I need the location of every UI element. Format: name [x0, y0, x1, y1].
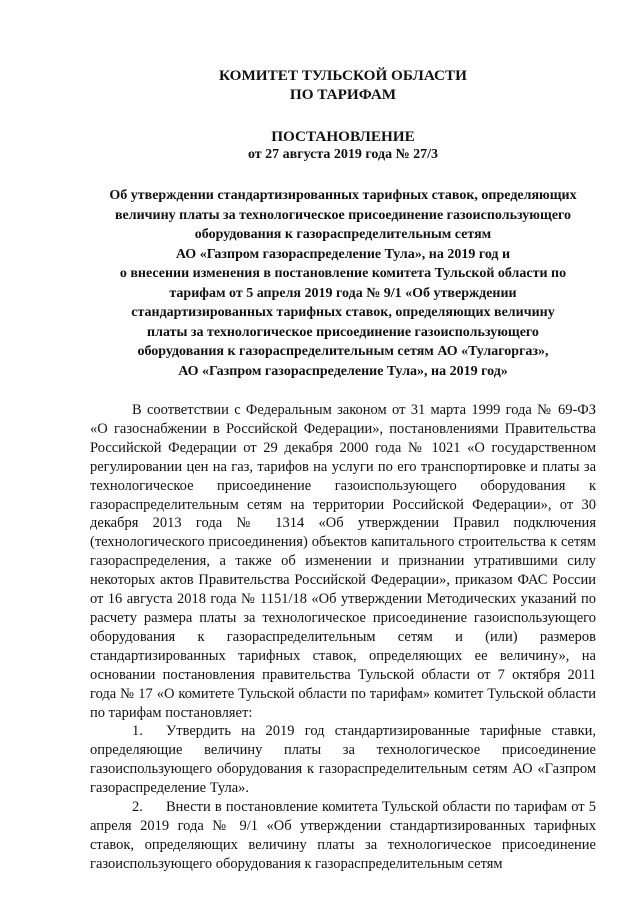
title-line: тарифам от 5 апреля 2019 года № 9/1 «Об утверждении: [169, 285, 517, 301]
preamble-paragraph: В соответствии с Федеральным законом от 31 марта 1999 года № 69-ФЗ «О газоснабжении в Российской Федерации», постановлениями Правительства Российской Федерации от 29 декабря 2000 года № 1021 «О государственном регулировании цен на газ, тарифов на услуги по его транспортировке и платы за технологическое присоединение газоиспользующего оборудования к газораспределительным сетям на территории Российской Федерации», от 30 декабря 2013 года № 1314 «Об утверждении Правил подключения (технологического присоединения) объектов капитального строительства к сетям газораспределения, а также об изменении и признании утратившими силу некоторых актов Правительства Российской Федерации», приказом ФАС России от 16 августа 2018 года № 1151/18 «Об утверждении Методических указаний по расчету размера платы за технологическое присоединение газоиспользующего оборудования к газораспределительным сетям и (или) размеров стандартизированных тарифных ставок, определяющих ее величину», на основании постановления правительства Тульской области от 7 октября 2011 года № 17 «О комитете Тульской области по тарифам» комитет Тульской области по тарифам постановляет:: [90, 402, 596, 721]
title-line: стандартизированных тарифных ставок, определяющих величину: [131, 305, 555, 320]
list-item-1: [90, 722, 596, 798]
title-line: о внесении изменения в постановление комитета Тульской области по: [119, 266, 567, 281]
document-type: ПОСТАНОВЛЕНИЕ: [271, 128, 415, 145]
organization-line-1: КОМИТЕТ ТУЛЬСКОЙ ОБЛАСТИ: [219, 67, 467, 84]
title-line: оборудования к газораспределительным сетям: [194, 227, 492, 242]
item-number: 1.: [132, 723, 143, 740]
title-line: величину платы за технологическое присоединение газоиспользующего: [114, 207, 572, 223]
item-text: Внести в постановление комитета Тульской области по тарифам от 5 апреля 2019 года № 9/1 «Об утверждении стандартизированных тарифных ставок, определяющих величину платы за технологическое присоединение газоиспользующего оборудования к газораспределительным сетям: [90, 799, 596, 872]
title-line: оборудования к газораспределительным сетям АО «Тулагоргаз»,: [137, 344, 549, 359]
item-text: Утвердить на 2019 год стандартизированные тарифные ставки, определяющие величину платы за технологическое присоединение газоиспользующего оборудования к газораспределительным сетям АО «Газпром газораспределение Тула».: [90, 723, 596, 797]
document-date-number: от 27 августа 2019 года № 27/3: [247, 147, 439, 162]
list-item-2: [90, 798, 596, 874]
organization-name: [90, 66, 596, 104]
document-page: [90, 66, 596, 874]
item-number: 2.: [132, 799, 143, 816]
document-body: [90, 401, 596, 874]
document-title: [90, 186, 596, 381]
title-line: АО «Газпром газораспределение Тула», на 2019 год»: [178, 363, 508, 379]
organization-line-2: ПО ТАРИФАМ: [289, 86, 397, 103]
title-line: Об утверждении стандартизированных тарифных ставок, определяющих: [109, 188, 577, 203]
title-line: АО «Газпром газораспределение Тула», на 2019 год и: [175, 246, 511, 262]
title-line: платы за технологическое присоединение газоиспользующего: [147, 324, 539, 340]
